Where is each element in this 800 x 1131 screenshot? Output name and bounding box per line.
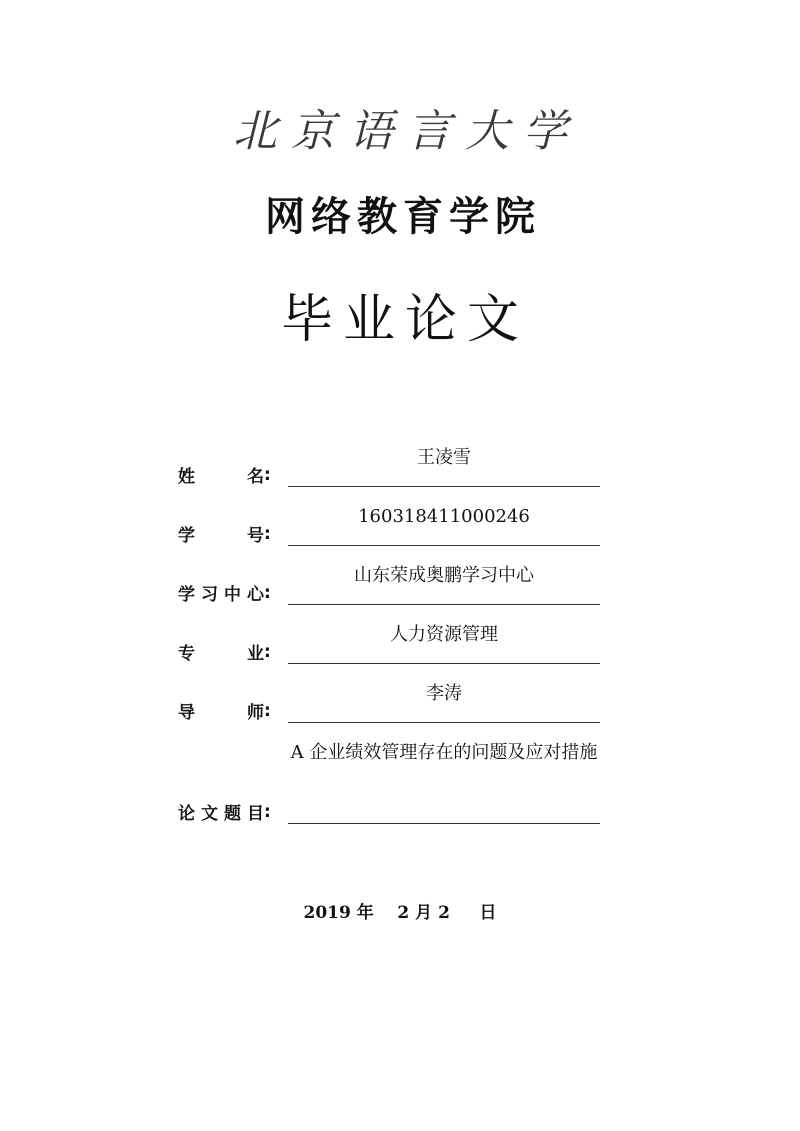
name-label-char-1: 姓 (178, 467, 195, 487)
advisor-value: 李涛 (288, 664, 600, 723)
advisor-label-char-2: 师 (247, 703, 264, 723)
name-label (178, 458, 288, 487)
major-label-char-1: 专 (178, 644, 195, 664)
major-label-colon: : (264, 641, 271, 662)
title-label-char-2: 文 (201, 804, 218, 824)
student-id-label-char-1: 学 (178, 526, 195, 546)
center-label-char-2: 习 (201, 585, 218, 605)
cover-info-form (178, 428, 600, 824)
student-id-label-char-2: 号 (247, 526, 264, 546)
form-row-major (178, 605, 600, 664)
center-label-char-1: 学 (178, 585, 195, 605)
form-row-center (178, 546, 600, 605)
document-type-title: 毕业论文 (280, 290, 529, 350)
title-label (178, 795, 288, 824)
major-label (178, 635, 288, 664)
title-label-char-4: 目 (247, 804, 264, 824)
thesis-title-value: A 企业绩效管理存在的问题及应对措施 (288, 723, 600, 824)
form-row-advisor (178, 664, 600, 723)
advisor-label (178, 694, 288, 723)
center-value: 山东荣成奥鹏学习中心 (288, 546, 600, 605)
college-name: 网络教育学院 (265, 194, 541, 240)
major-label-char-2: 业 (247, 644, 264, 664)
form-row-student-id (178, 487, 600, 546)
title-label-char-1: 论 (178, 804, 195, 824)
advisor-label-colon: : (264, 700, 271, 721)
center-label-colon: : (264, 582, 271, 603)
student-id-label-colon: : (264, 523, 271, 544)
center-label-char-4: 心 (247, 585, 264, 605)
major-value: 人力资源管理 (288, 605, 600, 664)
name-label-char-2: 名 (247, 467, 264, 487)
center-label-char-3: 中 (224, 585, 241, 605)
submission-date: 2019 年 2 月 2 日 (303, 903, 497, 923)
form-row-name (178, 428, 600, 487)
name-value: 王凌雪 (288, 428, 600, 487)
center-label (178, 576, 288, 605)
title-label-char-3: 题 (224, 804, 241, 824)
form-row-title (178, 723, 600, 824)
name-label-colon: : (264, 464, 271, 485)
student-id-label (178, 517, 288, 546)
student-id-value: 160318411000246 (288, 487, 600, 546)
advisor-label-char-1: 导 (178, 703, 195, 723)
title-label-colon: : (264, 801, 271, 822)
university-name: 北京语言大学 (233, 106, 581, 157)
